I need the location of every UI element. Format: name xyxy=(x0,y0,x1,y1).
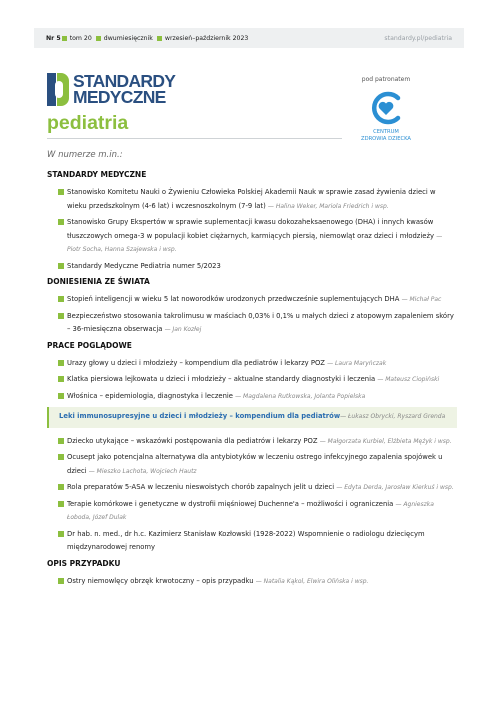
toc-item[interactable] xyxy=(47,357,457,371)
bullet-square-icon xyxy=(58,263,64,269)
article-title: Klatka piersiowa lejkowata u dzieci i młodzieży – aktualne standardy diagnostyki i leczenia xyxy=(67,375,376,383)
article-authors: — Mieszko Lachota, Wojciech Hautz xyxy=(88,467,197,475)
article-authors: — Natalia Kąkol, Elwira Olińska i wsp. xyxy=(255,577,369,585)
patron-org-line-1: CENTRUM xyxy=(373,129,399,135)
article-authors: — Piotr Socha, Hanna Szajewska i wsp. xyxy=(67,232,443,253)
featured-article[interactable] xyxy=(47,407,457,428)
frequency: dwumiesięcznik xyxy=(103,34,153,42)
bullet-square-icon xyxy=(58,313,64,319)
bullet-square-icon xyxy=(58,393,64,399)
toc-item[interactable] xyxy=(47,575,457,589)
issue-date: wrzesień–październik 2023 xyxy=(164,34,249,42)
article-title: Terapie komórkowe i genetyczne w dystrofii mięśniowej Duchenne'a – możliwości i ograniczenia xyxy=(67,499,394,508)
issue-number: Nr 5 xyxy=(46,34,61,42)
patronage-label: pod patronatem xyxy=(361,76,411,83)
article-title: Stopień inteligencji w wieku 5 lat noworodków urodzonych przedwcześnie suplementujących DHA xyxy=(67,295,400,303)
website-link[interactable]: standardy.pl/pediatria xyxy=(384,34,452,42)
article-authors: — Małgorzata Kurbiel, Elżbieta Mężyk i wsp. xyxy=(319,437,452,445)
toc-item[interactable] xyxy=(47,451,457,478)
article-authors: — Łukasz Obrycki, Ryszard Grenda xyxy=(340,413,446,420)
toc-item[interactable] xyxy=(47,435,457,449)
bullet-square-icon xyxy=(58,454,64,460)
standardy-medyczne-logo xyxy=(47,73,175,106)
article-title: Bezpieczeństwo stosowania takrolimusu w maściach 0,03% i 0,1% u małych dzieci z atopowym zapaleniem skóry – 36-miesięczna obserwacja xyxy=(67,311,454,333)
journal-section-title: pediatria xyxy=(47,112,129,134)
bullet-square-icon xyxy=(62,36,67,41)
toc-item[interactable] xyxy=(47,373,457,387)
bullet-square-icon xyxy=(58,531,64,537)
article-authors: — Jan Kozłej xyxy=(164,326,202,333)
bullet-square-icon xyxy=(58,219,64,225)
patronage-block xyxy=(355,76,417,143)
article-authors: — Michał Pac xyxy=(401,296,442,303)
article-title: Ostry niemowlęcy obrzęk krwotoczny – opis przypadku xyxy=(67,576,254,585)
bullet-square-icon xyxy=(58,578,64,584)
article-title: Stanowisko Komitetu Nauki o Żywieniu Człowieka Polskiej Akademii Nauk w sprawie zasad żywienia dzieci w wieku przedszkolnym (4-6 lat) i wczesnoszkolnym (7-9 lat) xyxy=(67,188,436,210)
article-authors: — Magdalena Rutkowska, Jolanta Popielska xyxy=(235,392,366,400)
article-title: Dr hab. n. med., dr h.c. Kazimierz Stanisław Kozłowski (1928-2022) Wspomnienie o radiologu dziecięcym międzynarodowej renomy xyxy=(67,529,425,551)
bullet-square-icon xyxy=(157,36,162,41)
toc-item[interactable] xyxy=(47,216,457,257)
article-title: Urazy głowy u dzieci i młodzieży – kompendium dla pediatrów i lekarzy POZ xyxy=(67,358,325,367)
article-title: Standardy Medyczne Pediatria numer 5/2023 xyxy=(67,261,221,270)
patron-org-line-2: ZDROWIA DZIECKA xyxy=(361,136,411,142)
article-authors: — Agnieszka Łoboda, Józef Dulak xyxy=(67,500,434,521)
issue-meta xyxy=(46,35,251,42)
section-heading: PRACE POGLĄDOWE xyxy=(47,340,132,350)
bullet-square-icon xyxy=(58,360,64,366)
article-authors: — Laura Maryńczak xyxy=(327,359,387,367)
toc-item[interactable] xyxy=(47,528,457,555)
toc-item[interactable] xyxy=(47,293,457,307)
intro-text: W numerze m.in.: xyxy=(47,150,123,160)
logo-line-1: STANDARDY xyxy=(73,71,176,91)
article-authors: — Halina Weker, Mariola Friedrich i wsp. xyxy=(267,202,389,210)
section-heading: DONIESIENIA ZE ŚWIATA xyxy=(47,277,150,286)
section-heading: STANDARDY MEDYCZNE xyxy=(47,170,147,179)
toc-item[interactable] xyxy=(47,260,457,274)
bullet-square-icon xyxy=(58,376,64,382)
featured-article-title: Leki immunosupresyjne u dzieci i młodzieży – kompendium dla pediatrów xyxy=(59,412,341,420)
bullet-square-icon xyxy=(58,296,64,302)
toc-item[interactable] xyxy=(47,186,457,213)
section-heading: OPIS PRZYPADKU xyxy=(47,558,121,568)
article-title: Dziecko utykające – wskazówki postępowania dla pediatrów i lekarzy POZ xyxy=(67,436,318,445)
table-of-contents xyxy=(47,150,457,591)
toc-item[interactable] xyxy=(47,310,457,337)
logo-mark-icon xyxy=(47,73,69,106)
divider xyxy=(47,138,342,139)
logo-line-2: MEDYCZNE xyxy=(73,87,166,107)
bullet-square-icon xyxy=(96,36,101,41)
volume: tom 20 xyxy=(69,34,92,42)
article-title: Włośnica – epidemiologia, diagnostyka i leczenie xyxy=(67,391,233,400)
toc-item[interactable] xyxy=(47,498,457,525)
bullet-square-icon xyxy=(58,189,64,195)
issue-header-bar xyxy=(34,28,464,48)
article-title: Stanowisko Grupy Ekspertów w sprawie suplementacji kwasu dokozaheksaenowego (DHA) i innych kwasów tłuszczowych omega-3 w populacji kobiet ciężarnych, karmiących piersią, niemowląt oraz dzieci i młodzieży xyxy=(67,218,435,240)
logo-wordmark xyxy=(73,73,175,105)
article-authors: — Mateusz Ciopiński xyxy=(377,376,440,383)
article-title: Ocusept jako potencjalna alternatywa dla antybiotyków w leczeniu ostrego infekcyjnego zapalenia spojówek u dzieci xyxy=(67,453,443,475)
bullet-square-icon xyxy=(58,501,64,507)
bullet-square-icon xyxy=(58,438,64,444)
article-title: Rola preparatów 5-ASA w leczeniu nieswoistych chorób zapalnych jelit u dzieci xyxy=(67,483,335,491)
toc-item[interactable] xyxy=(47,481,457,495)
article-authors: — Edyta Derda, Jarosław Kierkuś i wsp. xyxy=(336,484,454,491)
bullet-square-icon xyxy=(58,484,64,490)
toc-item[interactable] xyxy=(47,390,457,404)
heart-c-logo-icon xyxy=(368,90,404,126)
